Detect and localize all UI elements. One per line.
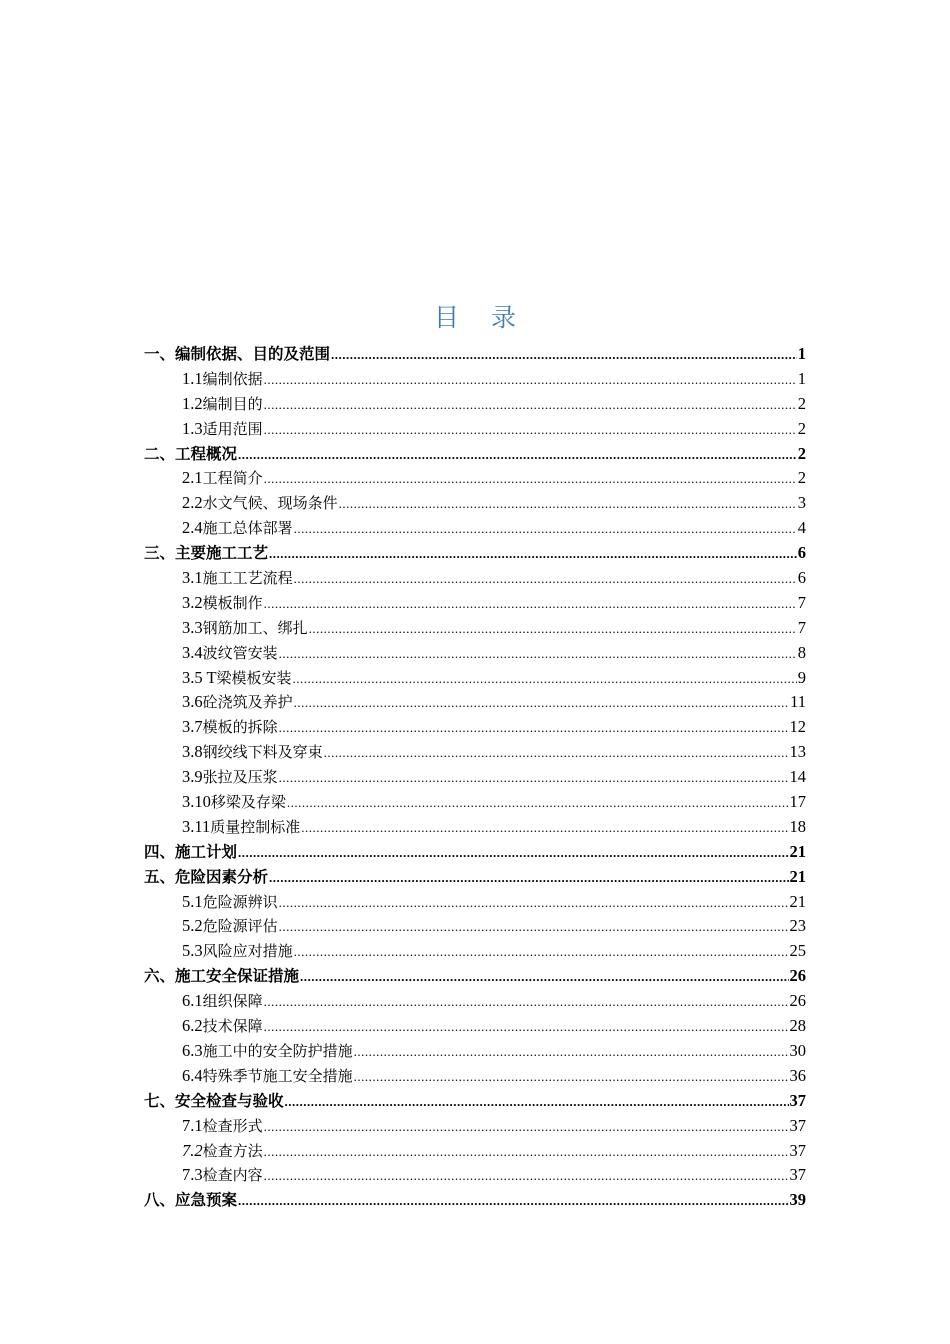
toc-subsection-entry[interactable] xyxy=(144,616,806,641)
toc-page-number: 26 xyxy=(789,966,806,986)
toc-entry-number: 6.2 xyxy=(182,1016,203,1036)
toc-page-number: 7 xyxy=(797,617,806,637)
toc-dot-leader xyxy=(294,691,789,716)
toc-dot-leader xyxy=(309,617,797,642)
toc-entry-number: 6.1 xyxy=(182,991,203,1011)
toc-entry-number: 3.10 xyxy=(182,792,211,812)
toc-dot-leader xyxy=(287,791,789,816)
toc-dot-leader xyxy=(279,915,789,940)
toc-entry-number: 6.3 xyxy=(182,1040,203,1060)
toc-entry-number: 3.3 xyxy=(182,617,203,637)
toc-subsection-entry[interactable] xyxy=(144,914,806,939)
toc-dot-leader xyxy=(238,1189,788,1214)
toc-entry-label: 三、主要施工工艺 xyxy=(144,544,269,563)
toc-dot-leader xyxy=(324,741,789,766)
toc-dot-leader xyxy=(264,393,797,418)
toc-subsection-entry[interactable] xyxy=(144,1039,806,1064)
toc-entry-number: 2.4 xyxy=(182,518,203,538)
toc-section-entry[interactable] xyxy=(144,865,806,890)
toc-entry-label: 编制目的 xyxy=(202,394,263,413)
toc-dot-leader xyxy=(354,1040,789,1065)
toc-entry-number: 3.7 xyxy=(182,717,203,737)
toc-dot-leader xyxy=(264,1164,789,1189)
toc-subsection-entry[interactable] xyxy=(144,1139,806,1164)
toc-section-entry[interactable] xyxy=(144,442,806,467)
toc-entry-number: 3.1 xyxy=(182,568,203,588)
toc-dot-leader xyxy=(264,990,789,1015)
toc-entry-label: 一、编制依据、目的及范围 xyxy=(144,345,331,363)
toc-subsection-entry[interactable] xyxy=(144,566,806,591)
toc-dot-leader xyxy=(331,343,797,368)
toc-dot-leader xyxy=(264,1140,789,1165)
toc-subsection-entry[interactable] xyxy=(144,939,806,964)
toc-dot-leader xyxy=(238,443,797,468)
toc-entry-number: 6.4 xyxy=(182,1065,203,1085)
toc-title: 目 录 xyxy=(434,303,528,332)
toc-entry-label: 模板的拆除 xyxy=(202,718,278,737)
toc-entry-label: 张拉及压浆 xyxy=(202,768,278,787)
toc-page-number: 7 xyxy=(797,592,806,612)
toc-dot-leader xyxy=(294,940,789,965)
toc-dot-leader xyxy=(354,1065,789,1090)
toc-entry-label: 四、施工计划 xyxy=(144,842,238,861)
toc-dot-leader xyxy=(300,965,788,990)
toc-entry-number: 5.3 xyxy=(182,941,203,961)
toc-subsection-entry[interactable] xyxy=(144,641,806,666)
toc-entry-number: 3.4 xyxy=(182,642,203,662)
toc-entry-number: 3.11 xyxy=(182,816,211,836)
toc-entry-number: 5.2 xyxy=(182,916,203,936)
toc-entry-label: 适用范围 xyxy=(202,419,263,438)
toc-page-number: 21 xyxy=(789,891,806,911)
toc-dot-leader xyxy=(264,467,797,492)
toc-page-number: 17 xyxy=(789,792,806,812)
toc-entry-label: 八、应急预案 xyxy=(144,1191,238,1210)
toc-entry-label: 风险应对措施 xyxy=(202,942,293,961)
toc-entry-number: 7.2 xyxy=(182,1140,203,1160)
toc-page-number: 23 xyxy=(789,916,806,936)
toc-page-number: 37 xyxy=(789,1165,806,1185)
toc-entry-label: 钢绞线下料及穿束 xyxy=(202,743,323,762)
toc-entry-number: 3.2 xyxy=(182,592,203,612)
toc-entry-label: 检查方法 xyxy=(202,1141,263,1160)
toc-subsection-entry[interactable] xyxy=(144,1014,806,1039)
toc-entry-number: 1.1 xyxy=(182,368,203,388)
toc-dot-leader xyxy=(279,716,789,741)
toc-page-number: 2 xyxy=(797,468,806,488)
toc-entry-label: 施工总体部署 xyxy=(202,519,293,538)
toc-page-number: 26 xyxy=(789,991,806,1011)
toc-section-entry[interactable] xyxy=(144,964,806,989)
toc-entry-label: 波纹管安装 xyxy=(202,643,278,662)
toc-subsection-entry[interactable] xyxy=(144,1114,806,1139)
toc-page-number: 3 xyxy=(797,493,806,513)
toc-entry-label: 模板制作 xyxy=(202,593,263,612)
toc-entry-label: 施工工艺流程 xyxy=(202,569,293,588)
toc-subsection-entry[interactable] xyxy=(144,392,806,417)
toc-entry-label: 检查内容 xyxy=(202,1166,263,1185)
toc-subsection-entry[interactable] xyxy=(144,466,806,491)
toc-subsection-entry[interactable] xyxy=(144,690,806,715)
toc-page-number: 28 xyxy=(789,1016,806,1036)
toc-entry-label: 五、危险因素分析 xyxy=(144,867,269,886)
toc-entry-label: 施工中的安全防护措施 xyxy=(202,1041,353,1060)
toc-entry-number: 1.3 xyxy=(182,418,203,438)
toc-entry-label: 钢筋加工、绑扎 xyxy=(202,618,308,637)
toc-subsection-entry[interactable] xyxy=(144,715,806,740)
toc-page-number: 39 xyxy=(789,1190,806,1210)
toc-entry-number: 3.9 xyxy=(182,767,203,787)
toc-page-number: 36 xyxy=(789,1065,806,1085)
toc-subsection-entry[interactable] xyxy=(144,367,806,392)
toc-entry-label: 危险源评估 xyxy=(202,917,278,936)
toc-page-number: 37 xyxy=(789,1140,806,1160)
toc-entry-label: 砼浇筑及养护 xyxy=(202,693,293,712)
toc-entry-label: 工程简介 xyxy=(202,469,263,488)
toc-entry-label: 特殊季节施工安全措施 xyxy=(202,1066,353,1085)
toc-page-number: 6 xyxy=(797,543,806,563)
toc-page-number: 2 xyxy=(797,393,806,413)
toc-subsection-entry[interactable] xyxy=(144,790,806,815)
toc-dot-leader xyxy=(264,1015,789,1040)
toc-entry-number: 5.1 xyxy=(182,891,203,911)
toc-section-entry[interactable] xyxy=(144,840,806,865)
toc-dot-leader xyxy=(279,891,789,916)
toc-section-entry[interactable] xyxy=(144,541,806,566)
toc-dot-leader xyxy=(301,816,788,841)
toc-subsection-entry[interactable] xyxy=(144,815,806,840)
toc-page-number: 4 xyxy=(797,518,806,538)
toc-dot-leader xyxy=(264,1115,789,1140)
toc-dot-leader xyxy=(238,841,788,866)
toc-subsection-entry[interactable] xyxy=(144,591,806,616)
toc-entry-label: 水文气候、现场条件 xyxy=(202,494,338,513)
toc-page-number: 1 xyxy=(797,368,806,388)
toc-dot-leader xyxy=(264,418,797,443)
toc-page-number: 37 xyxy=(789,1090,806,1110)
toc-page-number: 13 xyxy=(789,742,806,762)
toc-entry-number: 3.5 T xyxy=(182,667,217,687)
toc-page-number: 2 xyxy=(797,418,806,438)
toc-dot-leader xyxy=(264,368,797,393)
toc-entry-number: 7.3 xyxy=(182,1165,203,1185)
toc-subsection-entry[interactable] xyxy=(144,765,806,790)
toc-subsection-entry[interactable] xyxy=(144,890,806,915)
toc-subsection-entry[interactable] xyxy=(144,666,806,691)
toc-page-number: 21 xyxy=(789,841,806,861)
toc-page-number: 12 xyxy=(789,717,806,737)
toc-entry-label: 技术保障 xyxy=(202,1017,263,1036)
toc-dot-leader xyxy=(269,542,797,567)
toc-entry-label: 编制依据 xyxy=(202,369,263,388)
toc-entry-number: 2.1 xyxy=(182,468,203,488)
toc-entry-number: 1.2 xyxy=(182,393,203,413)
toc-dot-leader xyxy=(339,492,797,517)
toc-dot-leader xyxy=(269,866,788,891)
toc-page-number: 1 xyxy=(797,344,806,363)
toc-dot-leader xyxy=(293,667,797,692)
toc-entry-number: 2.2 xyxy=(182,493,203,513)
toc-page-number: 25 xyxy=(789,941,806,961)
toc-page-number: 8 xyxy=(797,642,806,662)
toc-page-number: 37 xyxy=(789,1115,806,1135)
toc-dot-leader xyxy=(279,642,797,667)
toc-subsection-entry[interactable] xyxy=(144,989,806,1014)
toc-dot-leader xyxy=(294,517,797,542)
toc-entry-label: 组织保障 xyxy=(202,992,263,1011)
toc-page-number: 2 xyxy=(797,443,806,463)
toc-page-number: 30 xyxy=(789,1040,806,1060)
toc-entry-number: 7.1 xyxy=(182,1115,203,1135)
toc-entry-label: 危险源辨识 xyxy=(202,892,278,911)
toc-section-entry[interactable] xyxy=(144,342,806,367)
toc-dot-leader xyxy=(294,567,797,592)
toc-entry-number: 3.6 xyxy=(182,692,203,712)
toc-page-number: 6 xyxy=(797,568,806,588)
toc-subsection-entry[interactable] xyxy=(144,516,806,541)
toc-entry-label: 移梁及存梁 xyxy=(210,793,286,812)
toc-subsection-entry[interactable] xyxy=(144,740,806,765)
toc-subsection-entry[interactable] xyxy=(144,417,806,442)
toc-page-number: 11 xyxy=(790,692,806,712)
toc-page-number: 14 xyxy=(789,767,806,787)
toc-entry-label: 质量控制标准 xyxy=(210,817,301,836)
toc-page-number: 9 xyxy=(797,667,806,687)
toc-dot-leader xyxy=(285,1090,789,1115)
toc-entry-label: 检查形式 xyxy=(202,1116,263,1135)
toc-entry-number: 3.8 xyxy=(182,742,203,762)
toc-subsection-entry[interactable] xyxy=(144,1163,806,1188)
toc-dot-leader xyxy=(279,766,789,791)
toc-dot-leader xyxy=(264,592,797,617)
toc-page-number: 21 xyxy=(789,866,806,886)
toc-subsection-entry[interactable] xyxy=(144,491,806,516)
toc-entry-label: 七、安全检查与验收 xyxy=(144,1091,284,1110)
toc-section-entry[interactable] xyxy=(144,1089,806,1114)
toc-section-entry[interactable] xyxy=(144,1188,806,1213)
toc-page-number: 18 xyxy=(789,816,806,836)
toc-subsection-entry[interactable] xyxy=(144,1064,806,1089)
toc-entry-label: 梁模板安装 xyxy=(216,668,292,687)
table-of-contents xyxy=(144,342,806,1213)
toc-entry-label: 六、施工安全保证措施 xyxy=(144,967,300,986)
toc-entry-label: 二、工程概况 xyxy=(144,444,238,463)
